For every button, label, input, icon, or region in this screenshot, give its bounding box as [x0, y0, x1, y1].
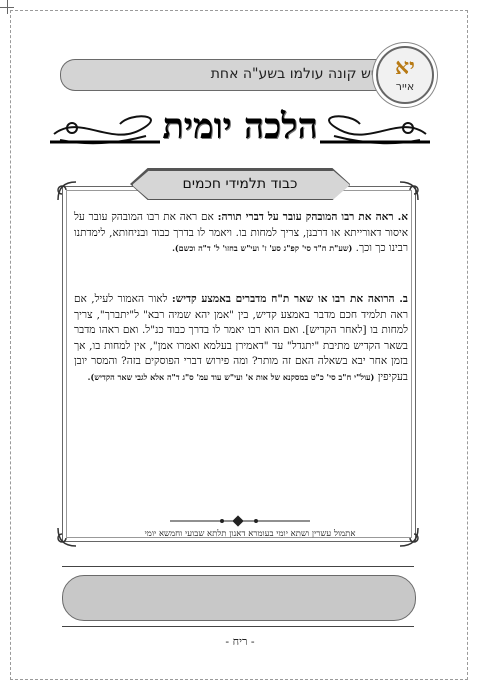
halacha-paragraph-1 [74, 210, 408, 257]
corner-ornament-icon [398, 180, 420, 202]
paragraph-source: (עול"י ח"ב סי' כ"ט במסקנא של אות א' ועי"ש עוד עמ' ס"ג ד"ה אלא לגבי שאר הקדיש). [87, 371, 375, 382]
page-title: הלכה יומית [162, 106, 318, 147]
corner-ornament-icon [56, 526, 78, 548]
halacha-paragraph-2 [74, 292, 408, 385]
crop-mark [0, 0, 14, 14]
ornament-divider [170, 515, 310, 527]
omer-count-note: אתמול עשרין ושתא יומי בעומרא דאנון תלתא שבועי וחמשא יומי [144, 529, 356, 539]
date-badge [376, 46, 434, 104]
corner-ornament-icon [56, 180, 78, 202]
date-month: אייר [395, 80, 415, 93]
paragraph-source: (שע"ת ח"ד סי' קפ"ג סע' ז' ועי"ש בחזו' ל' ד"ה וכשם). [172, 243, 353, 253]
rule-bottom [62, 626, 414, 627]
header-quote: יש קונה עולמו בשע"ה אחת [210, 66, 374, 82]
paragraph-body: אם ראה את רבו המובהק עובר על איסור דאורייתא או דרבנן, צריך למחות בו. ויאמר לו בדרך כבוד ובניחותא, לימדתנו רבינו כך וכך. [74, 211, 408, 254]
bottom-blank-box [62, 575, 416, 621]
paragraph-body: לאור האמור לעיל, אם ראה תלמיד חכם מדבר באמצע קדיש, בין "אמן יהא שמיה רבא" ל"יתברך", צריך למחות בו [לאחר הקדיש]. ואם הוא רבו יאמר לו בדרך כבוד כנ"ל. ואם ראהו מדבר בשאר הקדיש מתיבת "יתגדל" עד "דאמירן בעלמא ואמרו אמן", אין למחות בו, אך בזמן אחר יבא בשאלה האם זה מותר? ומה פירוש דברי הפוסקים בזה? והמסר יובן בעקיפין [74, 293, 408, 383]
corner-ornament-icon [398, 526, 420, 548]
page-number: - ריח - [225, 635, 255, 648]
paragraph-heading: א. ראה את רבו המובהק עובר על דברי תורה: [217, 211, 409, 223]
date-day: יא [395, 54, 415, 80]
section-title: כבוד תלמידי חכמים [182, 176, 298, 192]
rule-top [62, 566, 414, 567]
paragraph-heading: ב. הרואה את רבו או שאר ת"ח מדברים באמצע קדיש: [171, 293, 408, 305]
